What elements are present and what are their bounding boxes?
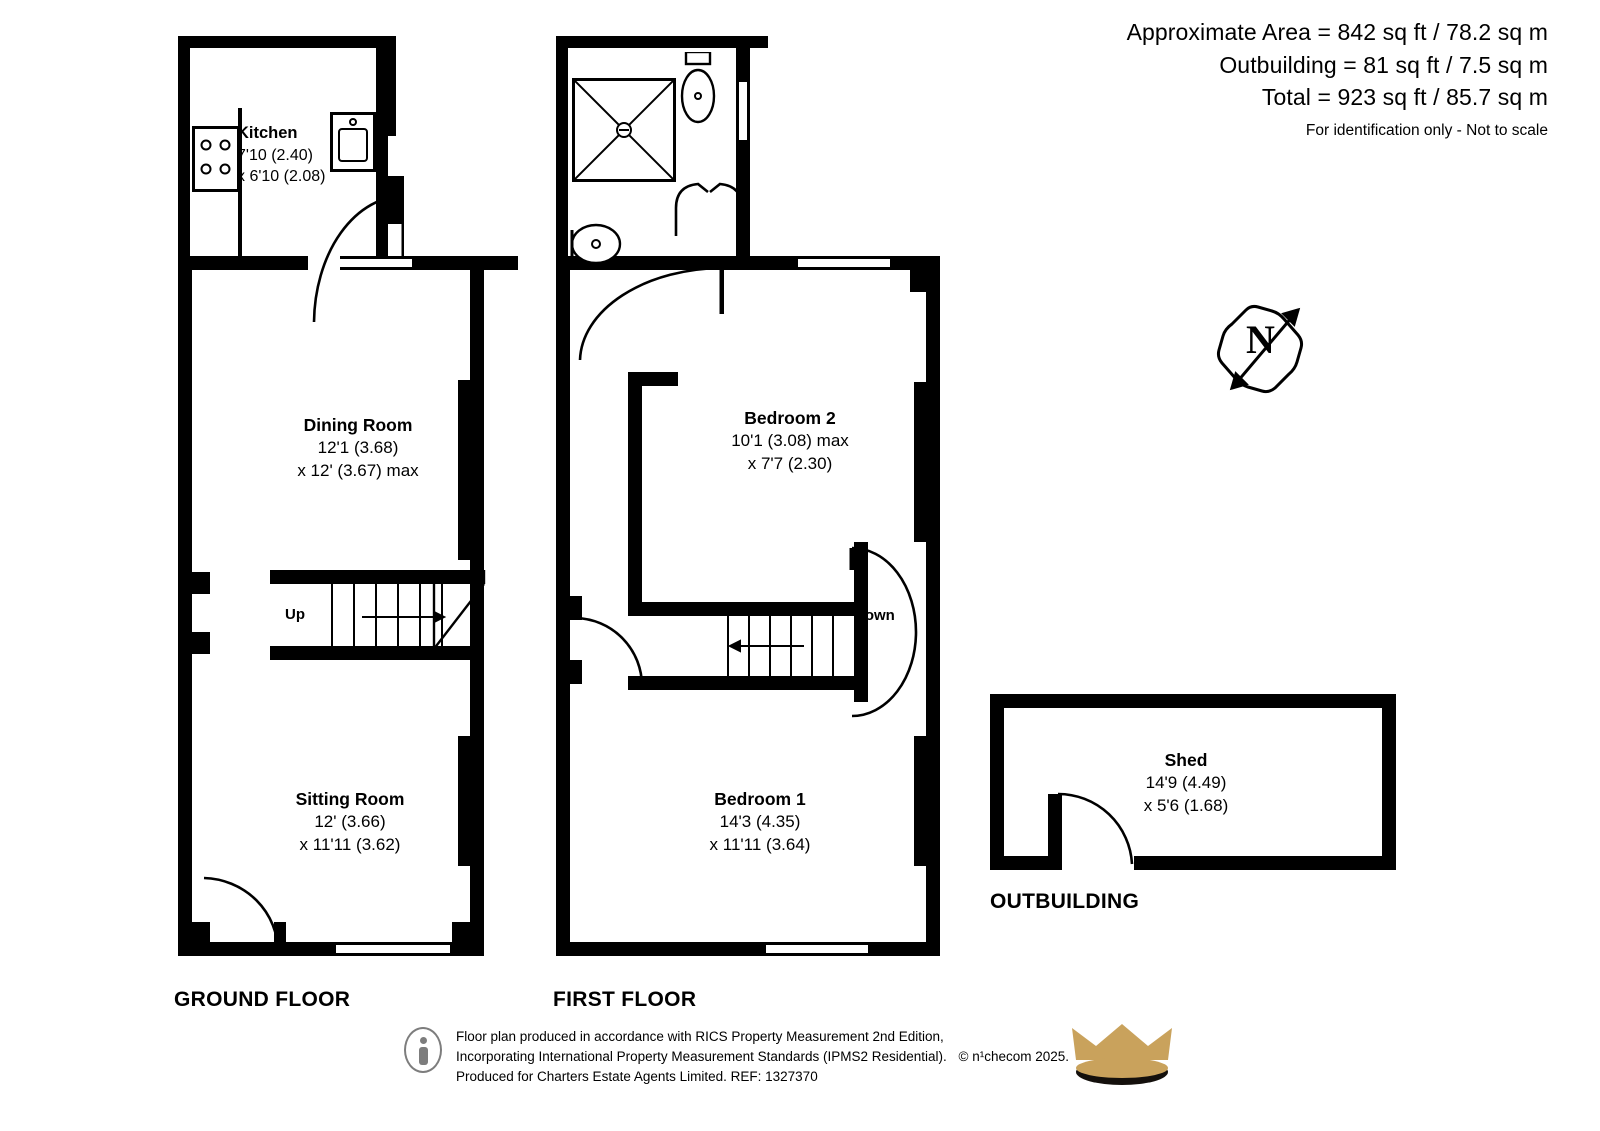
- footer-copyright: © n¹checom 2025.: [958, 1048, 1070, 1064]
- wall-shed-right: [1382, 694, 1396, 870]
- footer-line-2-wrap: [456, 1047, 1069, 1067]
- room-label-shed: [1086, 749, 1286, 817]
- stair-direction-down: Down: [854, 607, 895, 624]
- bedroom2-dim1: 10'1 (3.08) max: [731, 431, 849, 451]
- window-bedroom1-bottom: [766, 942, 868, 956]
- wall-first-bottom: [556, 942, 940, 956]
- room-label-bedroom1: [655, 788, 865, 856]
- sitting-room-dim1: 12' (3.66): [314, 812, 386, 832]
- accessibility-person-icon: [404, 1027, 442, 1073]
- outbuilding-area-text: Outbuilding = 81 sq ft / 7.5 sq m: [1219, 51, 1548, 78]
- compass-north-label: N: [1246, 317, 1275, 362]
- bedroom1-dim1: 14'3 (4.35): [719, 812, 801, 832]
- shed-dim1: 14'9 (4.49): [1145, 773, 1227, 793]
- sink-icon: [330, 112, 376, 172]
- bedroom2-dim2: x 7'7 (2.30): [747, 453, 833, 473]
- wall-first-right-chimney2: [914, 736, 940, 866]
- shower-tray-icon: [572, 78, 676, 182]
- door-front-entrance: [200, 876, 280, 954]
- wall-ground-mid-horizontal: [178, 256, 308, 270]
- outbuilding-label: OUTBUILDING: [990, 890, 1140, 913]
- crown-logo: [1068, 1022, 1176, 1088]
- kitchen-dim1: 7'10 (2.40): [237, 146, 313, 164]
- sitting-room-dim2: x 11'11 (3.62): [299, 834, 401, 854]
- wall-landing-left-jamb: [556, 602, 582, 616]
- wall-left-notch-lower: [178, 632, 210, 654]
- door-kitchen: [312, 194, 404, 324]
- scale-disclaimer-text: For identification only - Not to scale: [1305, 121, 1548, 139]
- room-label-kitchen: [237, 123, 325, 187]
- footer-line-2: Incorporating International Property Measurement Standards (IPMS2 Residential).: [456, 1048, 947, 1064]
- bedroom1-name: Bedroom 1: [714, 789, 806, 809]
- hob-icon: [192, 126, 240, 192]
- door-bedroom1: [848, 542, 918, 718]
- kitchen-name: Kitchen: [237, 124, 298, 142]
- worktop-line: [330, 112, 376, 115]
- door-landing-left: [572, 616, 644, 688]
- wall-bedroom2-left-step: [628, 372, 678, 386]
- wall-kitchen-left: [178, 36, 190, 268]
- wall-front-door-jamb: [274, 922, 286, 956]
- door-stairs-ground: [428, 558, 488, 658]
- crown-icon: [1068, 1022, 1176, 1088]
- dining-room-dim2: x 12' (3.67) max: [297, 460, 419, 480]
- window-sitting-bottom: [336, 942, 450, 956]
- wall-shed-left: [990, 694, 1004, 870]
- wall-kitchen-top: [178, 36, 396, 48]
- wall-shed-bottom-right: [1134, 856, 1396, 870]
- footer-line-1: Floor plan produced in accordance with RICS Property Measurement 2nd Edition,: [456, 1029, 944, 1044]
- wall-bedroom2-bottom: [628, 602, 868, 616]
- room-label-bedroom2: [690, 407, 890, 475]
- wall-kitchen-right-upper: [376, 36, 396, 136]
- kitchen-dim2: x 6'10 (2.08): [237, 168, 326, 186]
- room-label-dining-room: [248, 414, 468, 482]
- room-label-sitting-room: [240, 788, 460, 856]
- basin-icon: [566, 220, 624, 268]
- window-bathroom: [736, 82, 750, 144]
- shed-name: Shed: [1164, 750, 1208, 770]
- wall-left-notch-upper: [178, 572, 210, 594]
- window-bedroom2-top: [798, 256, 890, 270]
- stair-direction-up: Up: [285, 606, 305, 623]
- compass-rose: [1210, 288, 1320, 410]
- wall-shed-top: [990, 694, 1396, 708]
- footer-credits: [404, 1027, 1069, 1087]
- door-bedroom2: [576, 266, 724, 362]
- staircase-first: [708, 616, 854, 676]
- footer-line-3: Produced for Charters Estate Agents Limited. REF: 1327370: [456, 1068, 818, 1084]
- dining-room-dim1: 12'1 (3.68): [317, 438, 399, 458]
- door-bathroom-double: [674, 182, 744, 243]
- ground-floor-label: GROUND FLOOR: [174, 988, 351, 1011]
- wall-bath-right-upper: [736, 36, 750, 86]
- bedroom1-dim2: x 11'11 (3.64): [709, 834, 811, 854]
- area-summary: [1127, 16, 1548, 142]
- sitting-room-name: Sitting Room: [295, 789, 405, 809]
- toilet-icon: [676, 52, 720, 132]
- dining-room-name: Dining Room: [303, 415, 413, 435]
- wall-bedroom2-left: [628, 372, 642, 616]
- wall-bottom-right-pier: [452, 922, 484, 956]
- wall-ground-left: [178, 256, 192, 956]
- shed-dim2: x 5'6 (1.68): [1143, 795, 1229, 815]
- wall-right-chimney-lower: [458, 736, 484, 866]
- wall-first-right-chimney: [914, 382, 940, 542]
- bedroom2-name: Bedroom 2: [744, 408, 836, 428]
- wall-stairwell-bottom: [628, 676, 868, 690]
- approximate-area-text: Approximate Area = 842 sq ft / 78.2 sq m: [1126, 19, 1548, 45]
- first-floor-label: FIRST FLOOR: [553, 988, 697, 1011]
- total-area-text: Total = 923 sq ft / 85.7 sq m: [1261, 84, 1548, 111]
